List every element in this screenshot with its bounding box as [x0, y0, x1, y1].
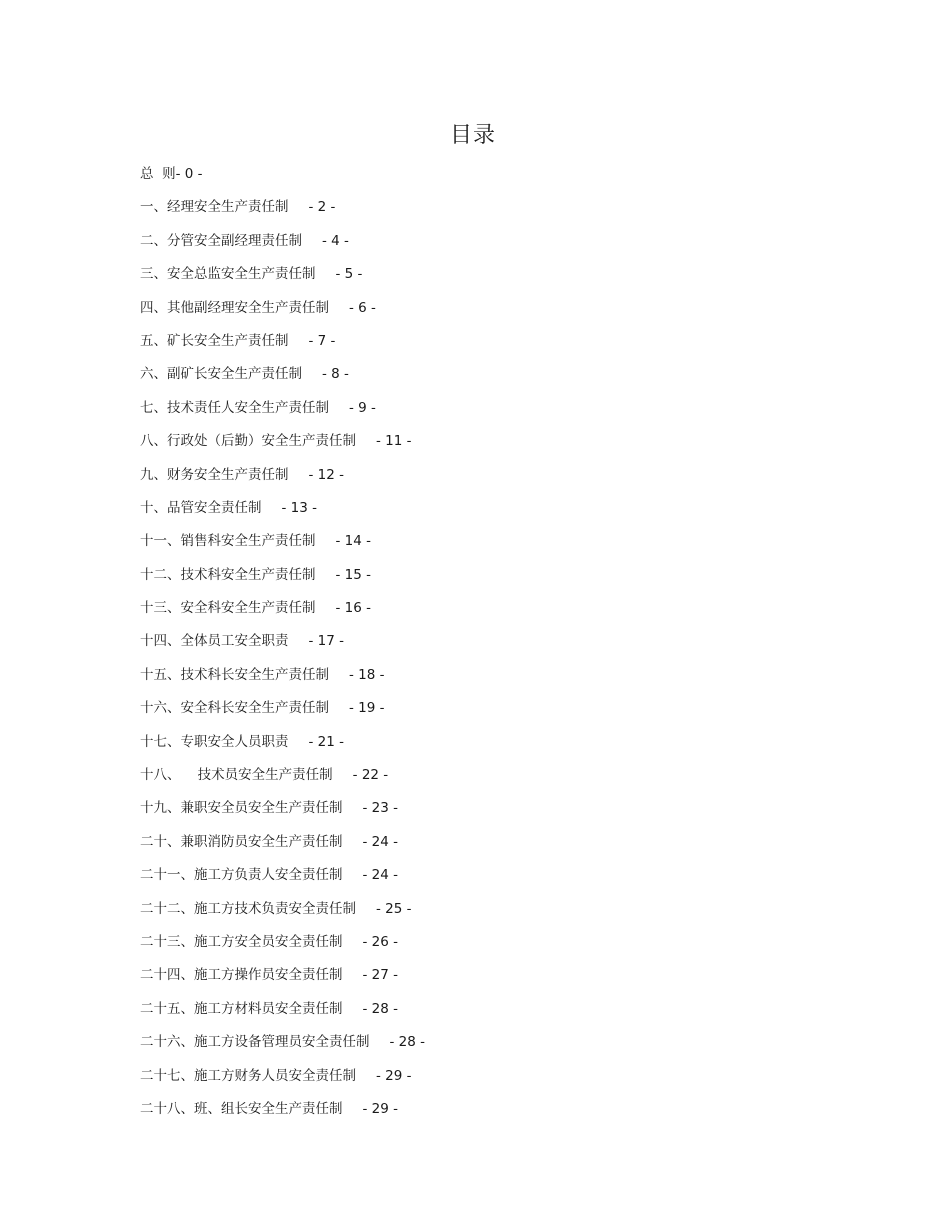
toc-entry[interactable] [140, 1031, 840, 1064]
toc-entry[interactable] [140, 1098, 840, 1131]
toc-entry[interactable] [140, 363, 840, 396]
page-title: 目录 [449, 123, 496, 148]
toc-entry-page-number: - 25 - [376, 900, 412, 917]
toc-entry-page-number: - 15 - [335, 566, 372, 583]
toc-entry-label: 十八、 技术员安全生产责任制 [140, 767, 333, 784]
toc-entry-label: 二十二、施工方技术负责安全责任制 [140, 900, 356, 917]
toc-entry-page-number: - 24 - [362, 867, 399, 884]
toc-entry[interactable] [140, 464, 840, 497]
toc-entry[interactable] [140, 1065, 840, 1098]
toc-entry-page-number: - 2 - [308, 199, 336, 216]
toc-entry-label: 一、经理安全生产责任制 [140, 199, 289, 216]
toc-entry[interactable] [140, 430, 840, 463]
toc-entry-page-number: - 23 - [362, 800, 399, 817]
toc-entry-label: 四、其他副经理安全生产责任制 [140, 299, 329, 316]
toc-entry[interactable] [140, 697, 840, 730]
toc-entry[interactable] [140, 397, 840, 430]
toc-entry-page-number: - 11 - [376, 433, 412, 450]
toc-entry-page-number: - 21 - [308, 733, 345, 750]
toc-entry-page-number: - 18 - [349, 666, 385, 683]
toc-entry-label: 二十、兼职消防员安全生产责任制 [140, 833, 343, 850]
toc-entry[interactable] [140, 731, 840, 764]
toc-entry-label: 三、安全总监安全生产责任制 [140, 266, 316, 283]
toc-entry-page-number: - 8 - [322, 366, 349, 383]
toc-entry[interactable] [140, 597, 840, 630]
toc-entry-page-number: - 28 - [389, 1034, 426, 1051]
toc-entry-page-number: - 22 - [352, 767, 389, 784]
toc-entry-label: 十六、安全科长安全生产责任制 [140, 700, 329, 717]
toc-entry-label: 十、品管安全责任制 [140, 499, 262, 516]
toc-entry[interactable] [140, 831, 840, 864]
toc-entry-label: 二十五、施工方材料员安全责任制 [140, 1000, 343, 1017]
toc-entry[interactable] [140, 797, 840, 830]
toc-entry-label: 十九、兼职安全员安全生产责任制 [140, 800, 343, 817]
toc-entry-page-number: - 5 - [335, 266, 363, 283]
toc-entry[interactable] [140, 330, 840, 363]
toc-entry-label: 十三、安全科安全生产责任制 [140, 600, 316, 617]
toc-entry-page-number: - 6 - [349, 299, 376, 316]
toc-entry[interactable] [140, 998, 840, 1031]
toc-entry-page-number: - 29 - [362, 1100, 399, 1117]
toc-entry-page-number: - 0 - [175, 166, 203, 182]
toc-entry-label: 二、分管安全副经理责任制 [140, 232, 302, 249]
toc-entry-label: 总 则 [140, 166, 176, 182]
toc-entry-page-number: - 29 - [376, 1067, 412, 1084]
toc-entry-label: 十二、技术科安全生产责任制 [140, 566, 316, 583]
toc-entry-page-number: - 9 - [349, 399, 376, 416]
toc-entry[interactable] [140, 630, 840, 663]
toc-entry-label: 六、副矿长安全生产责任制 [140, 366, 302, 383]
toc-entry-page-number: - 13 - [281, 499, 318, 516]
toc-entry-label: 五、矿长安全生产责任制 [140, 332, 289, 349]
toc-entry[interactable] [140, 163, 840, 196]
toc-entry-page-number: - 28 - [362, 1000, 399, 1017]
toc-entry-label: 十四、全体员工安全职责 [140, 633, 289, 650]
toc-entry-page-number: - 26 - [362, 933, 399, 950]
toc-entry[interactable] [140, 931, 840, 964]
toc-entry[interactable] [140, 864, 840, 897]
toc-entry-label: 二十八、班、组长安全生产责任制 [140, 1100, 343, 1117]
table-of-contents [140, 163, 840, 1131]
toc-entry-label: 二十六、施工方设备管理员安全责任制 [140, 1034, 370, 1051]
toc-entry-label: 二十一、施工方负责人安全责任制 [140, 867, 343, 884]
toc-entry-label: 十一、销售科安全生产责任制 [140, 533, 316, 550]
toc-entry-page-number: - 17 - [308, 633, 345, 650]
toc-entry[interactable] [140, 230, 840, 263]
toc-entry[interactable] [140, 263, 840, 296]
toc-entry-label: 十七、专职安全人员职责 [140, 733, 289, 750]
toc-entry-page-number: - 27 - [362, 967, 399, 984]
toc-entry[interactable] [140, 664, 840, 697]
toc-entry-label: 二十三、施工方安全员安全责任制 [140, 933, 343, 950]
toc-entry-page-number: - 19 - [349, 700, 385, 717]
toc-entry-label: 二十四、施工方操作员安全责任制 [140, 967, 343, 984]
toc-entry-label: 二十七、施工方财务人员安全责任制 [140, 1067, 356, 1084]
toc-entry[interactable] [140, 497, 840, 530]
toc-entry[interactable] [140, 764, 840, 797]
toc-entry[interactable] [140, 297, 840, 330]
toc-entry[interactable] [140, 530, 840, 563]
toc-entry-page-number: - 14 - [335, 533, 372, 550]
toc-entry[interactable] [140, 964, 840, 997]
toc-entry-label: 十五、技术科长安全生产责任制 [140, 666, 329, 683]
toc-entry-page-number: - 24 - [362, 833, 399, 850]
toc-entry[interactable] [140, 898, 840, 931]
toc-entry-page-number: - 12 - [308, 466, 345, 483]
toc-entry[interactable] [140, 564, 840, 597]
toc-entry-page-number: - 4 - [322, 232, 349, 249]
toc-entry-page-number: - 16 - [335, 600, 372, 617]
toc-entry-label: 九、财务安全生产责任制 [140, 466, 289, 483]
toc-entry[interactable] [140, 196, 840, 229]
toc-entry-label: 七、技术责任人安全生产责任制 [140, 399, 329, 416]
toc-entry-page-number: - 7 - [308, 332, 336, 349]
toc-entry-label: 八、行政处（后勤）安全生产责任制 [140, 433, 356, 450]
